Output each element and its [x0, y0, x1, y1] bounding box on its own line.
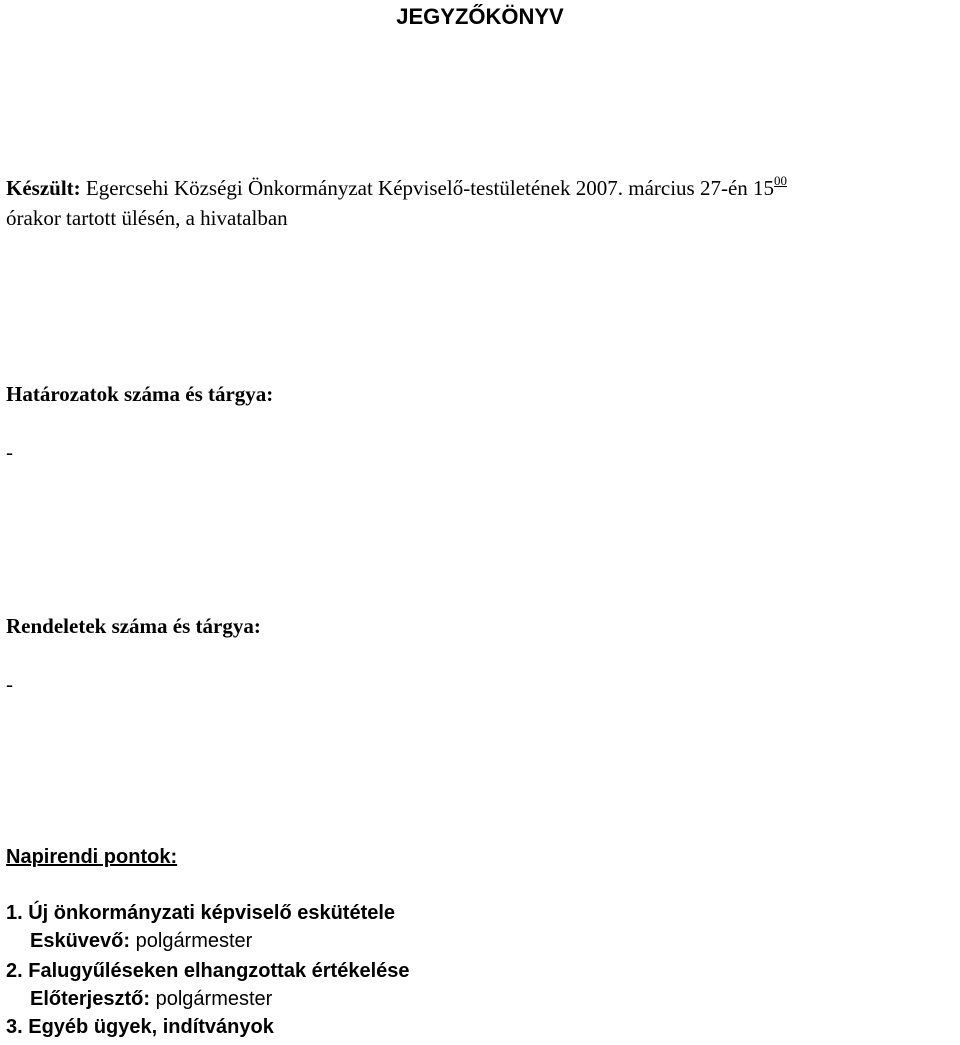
intro-line-1 [6, 174, 787, 202]
agenda-item-2-role [30, 988, 272, 1011]
intro-label: Készült: [6, 176, 81, 200]
agenda-item-1-role [30, 930, 252, 953]
agenda-item-3: 3. Egyéb ügyek, indítványok [6, 1016, 274, 1038]
intro-time-superscript: 00 [774, 173, 788, 188]
decrees-heading: Rendeletek száma és tárgya: [6, 614, 261, 638]
agenda-item-1-role-value: polgármester [135, 930, 253, 952]
agenda-item-1: 1. Új önkormányzati képviselő eskütétele [6, 902, 396, 924]
agenda-heading: Napirendi pontok: [6, 846, 178, 868]
intro-text: Egercsehi Községi Önkormányzat Képviselő-testületének 2007. március 27-én 15 [85, 176, 775, 200]
resolutions-heading: Határozatok száma és tárgya: [6, 382, 274, 406]
resolutions-value: - [6, 440, 13, 464]
agenda-item-1-role-label: Esküvevő: [30, 930, 131, 952]
decrees-value: - [6, 672, 13, 696]
document-title: JEGYZŐKÖNYV [396, 4, 564, 29]
agenda-item-2-role-value: polgármester [155, 988, 273, 1010]
agenda-item-2-role-label: Előterjesztő: [30, 988, 151, 1010]
intro-line-2: órakor tartott ülésén, a hivatalban [6, 206, 288, 230]
agenda-item-2: 2. Falugyűléseken elhangzottak értékelése [6, 960, 410, 982]
